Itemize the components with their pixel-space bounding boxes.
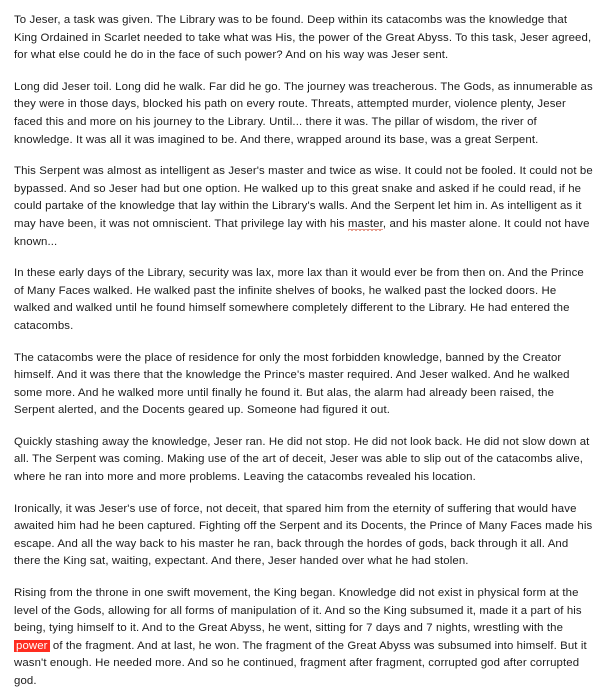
paragraph [14,585,593,691]
paragraph [14,163,593,251]
text-run: Rising from the throne in one swift movement, the King began. Knowledge did not exist in physical form at the level of the Gods, allowing for all forms of manipulation of it. And so the King subsumed it, made it a part of his being, tying himself to it. And to the Great Abyss, he went, sitting for 7 days and 7 nights, wrestling with the [14,587,582,635]
paragraph [14,265,593,335]
text-run: , and his master alone. It could not have known... [14,217,590,248]
text-run: To Jeser, a task was given. The Library was to be found. Deep within its catacombs was the knowledge that King Ordained in Scarlet needed to take what was His, the power of the Great Abyss. To this task, Jeser agreed, for what else could he do in the face of such power? And on his way was Jeser sent. [14,14,592,62]
text-run: Ironically, it was Jeser's use of force, not deceit, that spared him from the eternity of suffering that would have awaited him had he been captured. Fighting off the Serpent and its Docents, the Prince of Many Faces made his escape. And all the way back to his master he ran, back through the hordes of gods, back through it all. And there the King sat, waiting, expectant. And there, Jeser handed over what he had stolen. [14,502,593,568]
text-run: Long did Jeser toil. Long did he walk. Far did he go. The journey was treacherous. The Gods, as innumerable as they were in those days, blocked his path on every route. Threats, attempted murder, violence plenty, Jeser faced this and more on his journey to the Library. Until... there it was. The pillar of wisdom, the river of knowledge. It was all it was imagined to be. And there, wrapped around its base, was a great Serpent. [14,80,593,146]
paragraph [14,434,593,487]
paragraph [14,350,593,420]
paragraph [14,501,593,571]
paragraph [14,12,593,65]
text-run: of the fragment. And at last, he won. The fragment of the Great Abyss was subsumed into himself. But it wasn't enough. He needed more. And so he continued, fragment after fragment, corrupted god after corrupted god. [14,639,587,687]
text-run: This Serpent was almost as intelligent as Jeser's master and twice as wise. It could not be fooled. It could not be bypassed. And so Jeser had but one option. He walked up to this great snake and asked if he could read, if he could partake of the knowledge that lay within the Library's walls. And the Serpent let him in. As intelligent as it may have been, it was not omniscient. That privilege lay with his [14,165,593,230]
text-run: Quickly stashing away the knowledge, Jeser ran. He did not stop. He did not look back. He did not slow down at all. The Serpent was coming. Making use of the art of deceit, Jeser was able to slip out of the catacombs alive, where he ran into more and more problems. Leaving the catacombs revealed his location. [14,435,590,484]
paragraph [14,79,593,149]
spelling-error-word[interactable]: master [348,217,383,230]
text-run: In these early days of the Library, security was lax, more lax than it would ever be from then on. And the Prince of Many Faces walked. He walked past the infinite shelves of books, he walked past the locked doors. He walked and walked until he found himself somewhere completely different to the Library. He had entered the catacombs. [14,267,584,332]
text-run: The catacombs were the place of residence for only the most forbidden knowledge, banned by the Creator himself. And it was there that the knowledge the Prince's master required. And Jeser walked. And he walked some more. And he walked more until finally he found it. But alas, the alarm had already been raised, the Serpent alerted, and the Docents geared up. Someone had figured it out. [14,351,570,417]
highlighted-word[interactable]: power [16,639,48,652]
